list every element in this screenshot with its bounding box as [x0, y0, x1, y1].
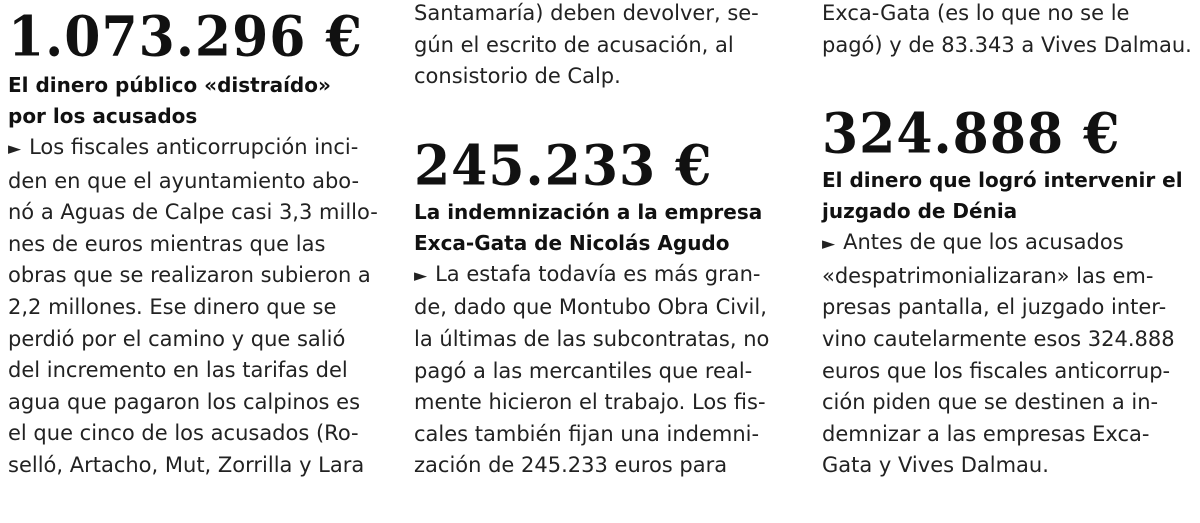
body-line: la últimas de las subcontratas, no: [414, 326, 770, 351]
body-line: perdió por el camino y que salió: [8, 326, 346, 351]
body-line: Gata y Vives Dalmau.: [822, 453, 1049, 478]
bullet-arrow-icon: ►: [414, 265, 428, 286]
article-column-3: [822, 0, 1200, 482]
section-headline: [822, 165, 1200, 227]
body-line: pagó a las mercantiles que real-: [414, 358, 753, 383]
body-line: demnizar a las empresas Exca-: [822, 421, 1150, 446]
section-headline: [8, 70, 388, 132]
body-text: [822, 227, 1200, 482]
body-line: [414, 259, 794, 293]
body-line: nes de euros mientras que las: [8, 231, 326, 256]
body-line: mente hicieron el trabajo. Los fis-: [414, 390, 766, 415]
body-line: de, dado que Montubo Obra Civil,: [414, 295, 767, 320]
body-line: nó a Aguas de Calpe casi 3,3 millo-: [8, 200, 378, 225]
body-line: agua que pagaron los calpinos es: [8, 389, 361, 414]
body-line: Santamaría) deben devolver, se-: [414, 1, 759, 25]
body-text-continuation: [822, 0, 1200, 61]
bullet-arrow-icon: ►: [8, 139, 22, 159]
headline-line: El dinero público «distraído»: [8, 73, 331, 97]
body-line-text: Antes de que los acusados: [843, 230, 1124, 255]
body-line: selló, Artacho, Mut, Zorrilla y Lara: [8, 452, 365, 477]
body-line: den en que el ayuntamiento abo-: [8, 168, 360, 193]
body-text: [414, 259, 794, 482]
body-line: obras que se realizaron subieron a: [8, 263, 371, 288]
body-line: presas pantalla, el juzgado inter-: [822, 295, 1167, 320]
bullet-arrow-icon: ►: [822, 234, 836, 255]
article-column-2: [414, 0, 794, 482]
section-headline: [414, 197, 794, 259]
body-line-text: La estafa todavía es más gran-: [435, 261, 761, 286]
body-line: cales también fijan una indemni-: [414, 421, 760, 446]
body-line: Exca-Gata (es lo que no se le: [822, 1, 1130, 25]
amount-heading: 324.888 €: [822, 101, 1121, 167]
body-text-continuation: [414, 0, 794, 93]
article-column-1: [8, 0, 388, 482]
body-line: [8, 132, 388, 166]
body-line: el que cinco de los acusados (Ro-: [8, 421, 359, 446]
body-line: «despatrimonializaran» las em-: [822, 263, 1154, 288]
body-line: euros que los fiscales anticorrup-: [822, 358, 1171, 383]
body-line-text: Los fiscales anticorrupción inci-: [29, 135, 359, 159]
headline-line: por los acusados: [8, 104, 198, 128]
body-line: [822, 227, 1200, 261]
body-line: del incremento en las tarifas del: [8, 358, 348, 383]
amount-heading: 1.073.296 €: [8, 4, 363, 70]
body-line: vino cautelarmente esos 324.888: [822, 326, 1175, 351]
body-line: gún el escrito de acusación, al: [414, 32, 734, 57]
body-line: consistorio de Calp.: [414, 64, 621, 89]
headline-line: Exca-Gata de Nicolás Agudo: [414, 230, 730, 255]
headline-line: juzgado de Dénia: [822, 199, 1018, 224]
body-text: [8, 132, 388, 482]
headline-line: La indemnización a la empresa: [414, 199, 763, 224]
body-line: pagó) y de 83.343 a Vives Dalmau.: [822, 32, 1192, 57]
headline-line: El dinero que logró intervenir el: [822, 168, 1183, 193]
amount-heading: 245.233 €: [414, 133, 713, 199]
body-line: ción piden que se destinen a in-: [822, 390, 1159, 415]
body-line: zación de 245.233 euros para: [414, 453, 728, 478]
body-line: 2,2 millones. Ese dinero que se: [8, 294, 337, 319]
